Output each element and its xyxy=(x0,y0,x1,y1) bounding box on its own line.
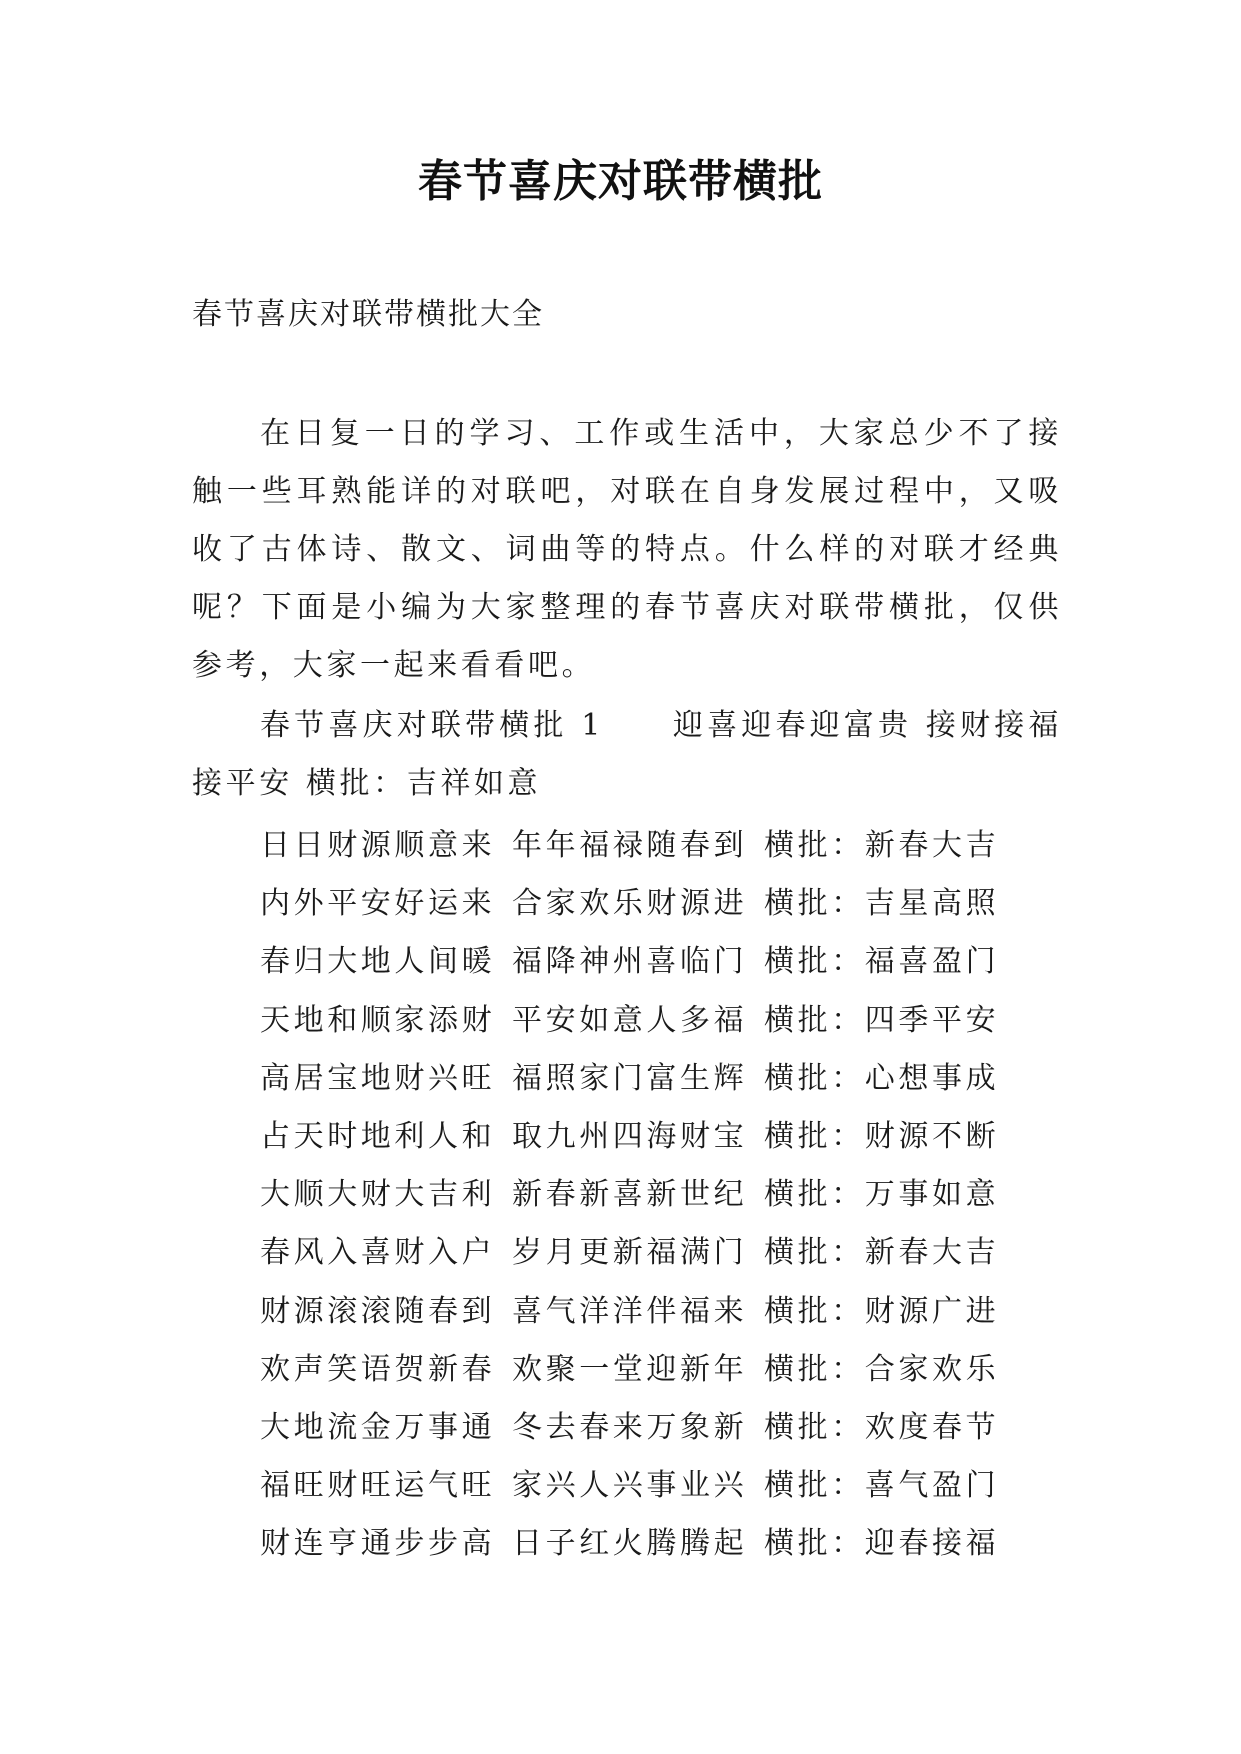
first-entry-paragraph: 春节喜庆对联带横批 1 迎喜迎春迎富贵 接财接福接平安 横批：吉祥如意 xyxy=(192,708,1062,801)
document-title: 春节喜庆对联带横批 xyxy=(418,156,823,207)
couplet-upper-line: 占天时地利人和 xyxy=(260,1119,496,1155)
couplet-upper-line: 内外平安好运来 xyxy=(260,886,496,922)
couplet-list xyxy=(260,813,999,1569)
couplet-lower-line: 新春新喜新世纪 xyxy=(512,1177,748,1213)
couplet-row xyxy=(260,1104,999,1162)
couplet-lower-line: 平安如意人多福 xyxy=(512,1002,748,1038)
couplet-row xyxy=(260,1046,999,1104)
couplet-banner: 横批：喜气盈门 xyxy=(764,1468,1000,1504)
couplet-upper-line: 大顺大财大吉利 xyxy=(260,1177,496,1213)
couplet-lower-line: 年年福禄随春到 xyxy=(512,828,748,864)
couplet-row xyxy=(260,1511,999,1569)
couplet-lower-line: 岁月更新福满门 xyxy=(512,1235,748,1271)
couplet-upper-line: 福旺财旺运气旺 xyxy=(260,1468,496,1504)
couplet-banner: 横批：合家欢乐 xyxy=(764,1351,1000,1387)
couplet-lower-line: 福降神州喜临门 xyxy=(512,944,748,980)
document-subtitle: 春节喜庆对联带横批大全 xyxy=(192,297,544,332)
couplet-banner: 横批：新春大吉 xyxy=(764,1235,1000,1271)
couplet-row xyxy=(260,1453,999,1511)
couplet-upper-line: 欢声笑语贺新春 xyxy=(260,1351,496,1387)
couplet-upper-line: 财连亨通步步高 xyxy=(260,1526,496,1562)
couplet-upper-line: 春风入喜财入户 xyxy=(260,1235,496,1271)
couplet-row xyxy=(260,929,999,987)
couplet-upper-line: 大地流金万事通 xyxy=(260,1409,496,1445)
couplet-row xyxy=(260,1395,999,1453)
couplet-row xyxy=(260,813,999,871)
couplet-banner: 横批：福喜盈门 xyxy=(764,944,1000,980)
couplet-lower-line: 合家欢乐财源进 xyxy=(512,886,748,922)
couplet-lower-line: 日子红火腾腾起 xyxy=(512,1526,748,1562)
couplet-row xyxy=(260,1220,999,1278)
couplet-banner: 横批：财源广进 xyxy=(764,1293,1000,1329)
couplet-banner: 横批：四季平安 xyxy=(764,1002,1000,1038)
couplet-banner: 横批：吉星高照 xyxy=(764,886,1000,922)
couplet-banner: 横批：欢度春节 xyxy=(764,1409,1000,1445)
couplet-upper-line: 天地和顺家添财 xyxy=(260,1002,496,1038)
couplet-row xyxy=(260,1162,999,1220)
couplet-row xyxy=(260,988,999,1046)
couplet-upper-line: 日日财源顺意来 xyxy=(260,828,496,864)
couplet-lower-line: 家兴人兴事业兴 xyxy=(512,1468,748,1504)
couplet-lower-line: 取九州四海财宝 xyxy=(512,1119,748,1155)
couplet-row xyxy=(260,1337,999,1395)
couplet-banner: 横批：新春大吉 xyxy=(764,828,1000,864)
couplet-row xyxy=(260,871,999,929)
couplet-banner: 横批：迎春接福 xyxy=(764,1526,1000,1562)
couplet-upper-line: 高居宝地财兴旺 xyxy=(260,1060,496,1096)
couplet-lower-line: 福照家门富生辉 xyxy=(512,1060,748,1096)
couplet-lower-line: 冬去春来万象新 xyxy=(512,1409,748,1445)
couplet-lower-line: 喜气洋洋伴福来 xyxy=(512,1293,748,1329)
couplet-row xyxy=(260,1279,999,1337)
couplet-lower-line: 欢聚一堂迎新年 xyxy=(512,1351,748,1387)
couplet-banner: 横批：万事如意 xyxy=(764,1177,1000,1213)
couplet-upper-line: 财源滚滚随春到 xyxy=(260,1293,496,1329)
couplet-upper-line: 春归大地人间暖 xyxy=(260,944,496,980)
couplet-banner: 横批：心想事成 xyxy=(764,1060,1000,1096)
intro-paragraph: 在日复一日的学习、工作或生活中，大家总少不了接触一些耳熟能详的对联吧，对联在自身发展过程中，又吸收了古体诗、散文、词曲等的特点。什么样的对联才经典呢？下面是小编为大家整理的春节喜庆对联带横批，仅供参考，大家一起来看看吧。 xyxy=(192,416,1062,683)
couplet-banner: 横批：财源不断 xyxy=(764,1119,1000,1155)
